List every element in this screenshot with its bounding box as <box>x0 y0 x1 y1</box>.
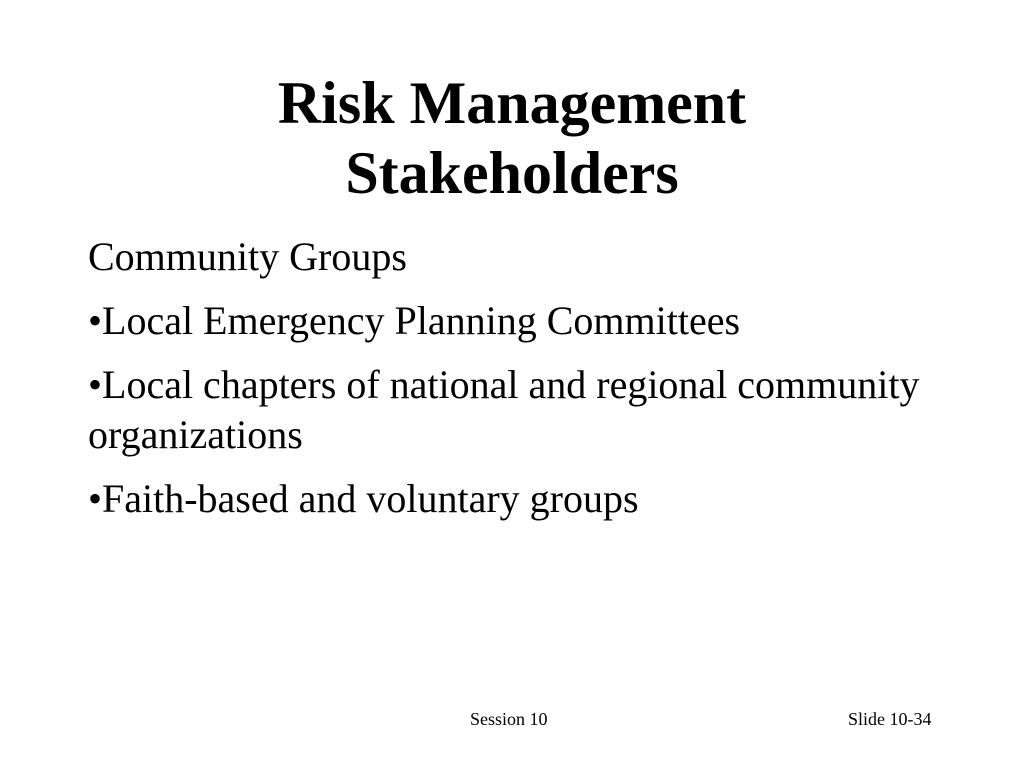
bullet-item: •Local Emergency Planning Committees <box>88 298 741 343</box>
bullet-item: •Faith-based and voluntary groups <box>88 476 639 521</box>
footer-slide-number: Slide 10-34 <box>848 709 932 729</box>
slide-body <box>88 232 948 538</box>
section-heading: Community Groups <box>88 234 407 279</box>
slide-title <box>0 68 1024 208</box>
bullet-item: •Local chapters of national and regional community organizations <box>88 362 920 457</box>
footer-session-label: Session 10 <box>470 709 548 729</box>
slide-title-line-1: Risk Management <box>277 70 747 136</box>
slide-title-line-2: Stakeholders <box>345 140 679 206</box>
